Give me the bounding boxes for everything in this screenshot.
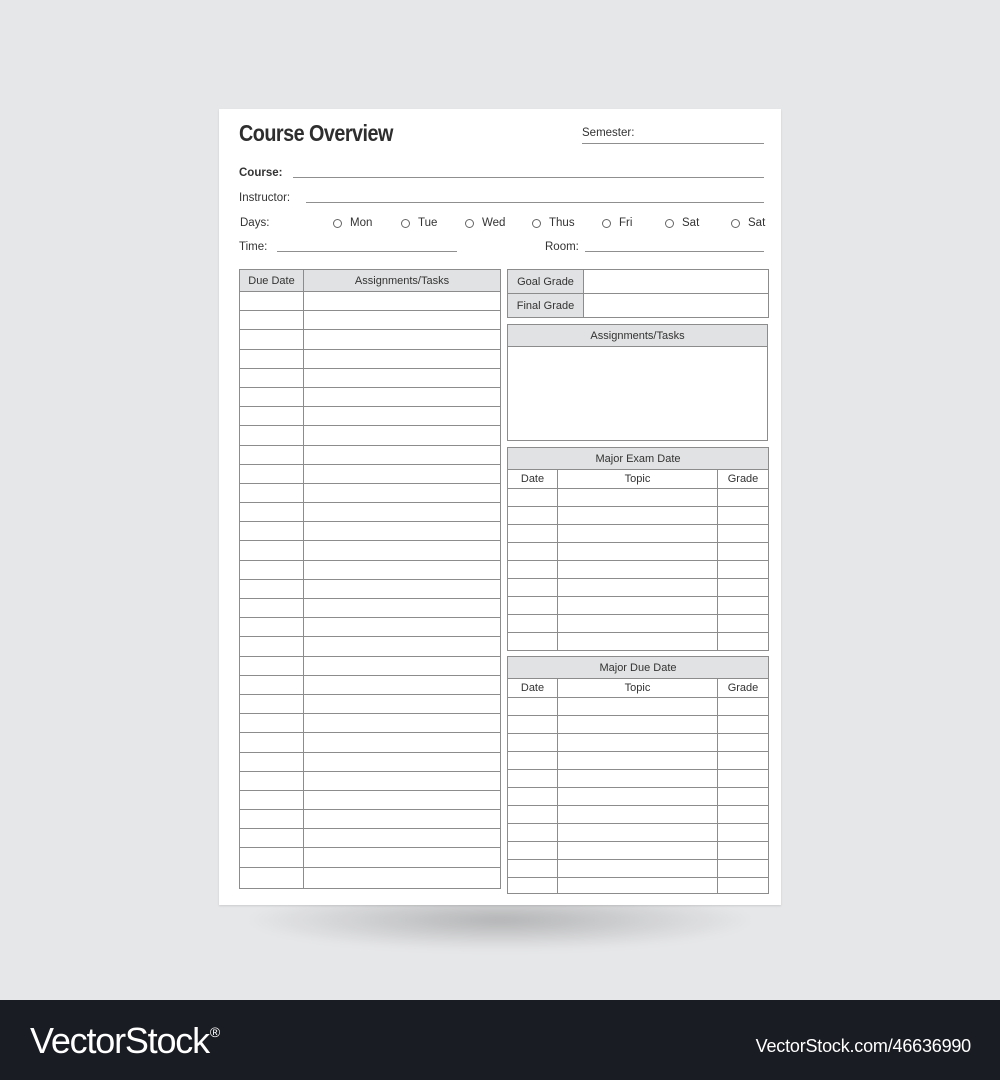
table-cell[interactable] — [718, 615, 769, 633]
table-cell[interactable] — [718, 633, 769, 651]
table-cell[interactable] — [508, 770, 558, 788]
table-cell[interactable] — [240, 829, 304, 848]
final-grade-cell[interactable] — [584, 294, 769, 318]
table-row — [240, 387, 501, 406]
table-row — [508, 860, 769, 878]
time-line[interactable] — [277, 251, 457, 252]
table-cell[interactable] — [240, 752, 304, 771]
table-row — [240, 790, 501, 809]
table-cell[interactable] — [240, 599, 304, 618]
table-cell[interactable] — [558, 824, 718, 842]
table-row — [508, 806, 769, 824]
radio-circle-icon[interactable] — [532, 219, 541, 228]
table-row — [240, 464, 501, 483]
table-row — [508, 507, 769, 525]
day-label: Thus — [549, 217, 575, 229]
table-row — [240, 867, 501, 888]
table-cell[interactable] — [240, 426, 304, 445]
assignments-notes-box[interactable] — [507, 324, 768, 441]
time-label: Time: — [239, 241, 268, 253]
table-cell[interactable] — [508, 615, 558, 633]
table-cell[interactable] — [304, 675, 501, 694]
table-cell[interactable] — [558, 860, 718, 878]
table-cell[interactable] — [240, 771, 304, 790]
table-row — [240, 752, 501, 771]
table-cell[interactable] — [304, 829, 501, 848]
room-line[interactable] — [585, 251, 764, 252]
day-option[interactable] — [731, 217, 765, 229]
table-row — [508, 489, 769, 507]
table-row — [508, 698, 769, 716]
table-cell[interactable] — [558, 734, 718, 752]
table-cell[interactable] — [304, 867, 501, 888]
table-row — [240, 349, 501, 368]
table-cell[interactable] — [558, 633, 718, 651]
day-label: Tue — [418, 217, 438, 229]
watermark-url: VectorStock.com/46636990 — [755, 1036, 971, 1056]
table-cell[interactable] — [718, 770, 769, 788]
table-cell[interactable] — [304, 771, 501, 790]
brand-text: VectorStock — [30, 1020, 209, 1061]
table-row — [240, 618, 501, 637]
table-cell[interactable] — [240, 445, 304, 464]
table-cell[interactable] — [718, 788, 769, 806]
radio-circle-icon[interactable] — [333, 219, 342, 228]
semester-line[interactable] — [582, 143, 764, 144]
table-row — [240, 637, 501, 656]
course-label: Course: — [239, 167, 283, 179]
table-row — [508, 633, 769, 651]
table-cell[interactable] — [508, 507, 558, 525]
table-cell[interactable] — [508, 633, 558, 651]
assignments-header: Assignments/Tasks — [304, 270, 501, 292]
major-due-table — [507, 656, 769, 894]
table-cell[interactable] — [304, 292, 501, 311]
table-cell[interactable] — [304, 694, 501, 713]
assignments-table — [239, 269, 501, 889]
table-cell[interactable] — [558, 788, 718, 806]
table-cell[interactable] — [304, 848, 501, 867]
table-cell[interactable] — [304, 407, 501, 426]
table-cell[interactable] — [508, 842, 558, 860]
table-cell[interactable] — [304, 445, 501, 464]
table-cell[interactable] — [240, 675, 304, 694]
goal-grade-cell[interactable] — [584, 270, 769, 294]
table-cell[interactable] — [240, 790, 304, 809]
table-cell[interactable] — [304, 541, 501, 560]
days-label: Days: — [240, 217, 270, 229]
radio-circle-icon[interactable] — [731, 219, 740, 228]
table-cell[interactable] — [304, 560, 501, 579]
day-label: Sat — [748, 217, 766, 229]
day-option[interactable] — [465, 217, 505, 229]
table-row — [240, 560, 501, 579]
course-line[interactable] — [293, 177, 764, 178]
table-cell[interactable] — [508, 788, 558, 806]
table-cell[interactable] — [558, 489, 718, 507]
table-row — [240, 694, 501, 713]
table-row — [508, 788, 769, 806]
table-cell[interactable] — [718, 507, 769, 525]
notes-box-title: Assignments/Tasks — [508, 325, 767, 347]
watermark-bar — [0, 1000, 1000, 1080]
table-row — [240, 483, 501, 502]
table-row — [508, 525, 769, 543]
major-exam-table — [507, 447, 769, 651]
table-cell[interactable] — [718, 878, 769, 894]
table-cell[interactable] — [558, 561, 718, 579]
vectorstock-logo — [30, 1020, 219, 1062]
table-cell[interactable] — [718, 860, 769, 878]
table-cell[interactable] — [304, 464, 501, 483]
table-cell[interactable] — [240, 483, 304, 502]
room-label: Room: — [545, 241, 579, 253]
day-label: Fri — [619, 217, 633, 229]
table-cell[interactable] — [508, 543, 558, 561]
table-cell[interactable] — [508, 878, 558, 894]
table-cell[interactable] — [508, 698, 558, 716]
table-cell[interactable] — [508, 716, 558, 734]
table-cell[interactable] — [304, 579, 501, 598]
table-cell[interactable] — [240, 637, 304, 656]
table-cell[interactable] — [240, 311, 304, 330]
table-row — [508, 824, 769, 842]
table-cell[interactable] — [240, 694, 304, 713]
table-cell[interactable] — [508, 752, 558, 770]
table-row — [240, 426, 501, 445]
table-cell[interactable] — [558, 543, 718, 561]
grades-table — [507, 269, 769, 318]
table-cell[interactable] — [558, 507, 718, 525]
table-row — [508, 597, 769, 615]
day-option[interactable] — [602, 217, 632, 229]
table-row — [508, 543, 769, 561]
table-cell[interactable] — [240, 867, 304, 888]
table-row — [240, 829, 501, 848]
table-cell[interactable] — [718, 489, 769, 507]
table-row — [240, 579, 501, 598]
due-topic-header: Topic — [558, 679, 718, 698]
table-row — [240, 407, 501, 426]
table-cell[interactable] — [558, 597, 718, 615]
major-exam-title: Major Exam Date — [508, 448, 769, 470]
table-row — [240, 675, 501, 694]
table-cell[interactable] — [558, 878, 718, 894]
table-cell[interactable] — [304, 656, 501, 675]
table-row — [240, 503, 501, 522]
table-row — [240, 714, 501, 733]
table-row — [508, 752, 769, 770]
table-cell[interactable] — [240, 618, 304, 637]
table-row — [508, 878, 769, 894]
table-cell[interactable] — [240, 368, 304, 387]
table-cell[interactable] — [304, 714, 501, 733]
table-cell[interactable] — [304, 752, 501, 771]
planner-page — [219, 109, 781, 905]
due-date-header: Due Date — [240, 270, 304, 292]
final-grade-label: Final Grade — [508, 294, 584, 318]
table-row — [508, 615, 769, 633]
exam-grade-header: Grade — [718, 470, 769, 489]
exam-topic-header: Topic — [558, 470, 718, 489]
radio-circle-icon[interactable] — [465, 219, 474, 228]
table-cell[interactable] — [304, 618, 501, 637]
table-cell[interactable] — [508, 597, 558, 615]
table-cell[interactable] — [240, 330, 304, 349]
table-cell[interactable] — [240, 407, 304, 426]
table-row — [508, 579, 769, 597]
radio-circle-icon[interactable] — [401, 219, 410, 228]
radio-circle-icon[interactable] — [602, 219, 611, 228]
table-cell[interactable] — [240, 292, 304, 311]
table-cell[interactable] — [304, 503, 501, 522]
instructor-line[interactable] — [306, 202, 764, 203]
table-cell[interactable] — [240, 503, 304, 522]
table-cell[interactable] — [558, 615, 718, 633]
table-cell[interactable] — [558, 752, 718, 770]
table-row — [508, 716, 769, 734]
table-row — [508, 734, 769, 752]
table-row — [240, 368, 501, 387]
table-cell[interactable] — [304, 426, 501, 445]
radio-circle-icon[interactable] — [665, 219, 674, 228]
semester-label: Semester: — [582, 127, 635, 139]
table-cell[interactable] — [240, 714, 304, 733]
table-cell[interactable] — [304, 368, 501, 387]
table-cell[interactable] — [508, 579, 558, 597]
table-cell[interactable] — [304, 349, 501, 368]
page-title: Course Overview — [239, 120, 393, 146]
table-cell[interactable] — [240, 848, 304, 867]
table-cell[interactable] — [304, 810, 501, 829]
table-cell[interactable] — [508, 734, 558, 752]
table-cell[interactable] — [718, 824, 769, 842]
table-cell[interactable] — [304, 522, 501, 541]
table-row — [240, 330, 501, 349]
table-cell[interactable] — [718, 806, 769, 824]
table-cell[interactable] — [718, 716, 769, 734]
day-option[interactable] — [532, 217, 575, 229]
table-cell[interactable] — [718, 734, 769, 752]
table-cell[interactable] — [558, 842, 718, 860]
table-row — [240, 522, 501, 541]
table-cell[interactable] — [304, 637, 501, 656]
table-cell[interactable] — [304, 733, 501, 752]
registered-mark: ® — [209, 1024, 220, 1040]
day-label: Sat — [682, 217, 700, 229]
table-row — [240, 541, 501, 560]
table-cell[interactable] — [718, 561, 769, 579]
table-cell[interactable] — [240, 387, 304, 406]
table-cell[interactable] — [240, 349, 304, 368]
instructor-label: Instructor: — [239, 192, 291, 204]
table-row — [240, 733, 501, 752]
table-cell[interactable] — [240, 733, 304, 752]
table-cell[interactable] — [508, 561, 558, 579]
table-cell[interactable] — [718, 543, 769, 561]
table-cell[interactable] — [240, 579, 304, 598]
table-cell[interactable] — [718, 842, 769, 860]
table-cell[interactable] — [508, 824, 558, 842]
table-cell[interactable] — [304, 483, 501, 502]
day-option[interactable] — [665, 217, 699, 229]
day-option[interactable] — [333, 217, 372, 229]
table-cell[interactable] — [558, 770, 718, 788]
table-cell[interactable] — [304, 599, 501, 618]
table-row — [240, 292, 501, 311]
table-row — [240, 848, 501, 867]
table-row — [240, 656, 501, 675]
table-cell[interactable] — [240, 810, 304, 829]
due-date-header: Date — [508, 679, 558, 698]
table-cell[interactable] — [508, 860, 558, 878]
table-row — [240, 771, 501, 790]
table-cell[interactable] — [558, 716, 718, 734]
table-row — [240, 810, 501, 829]
goal-grade-label: Goal Grade — [508, 270, 584, 294]
major-due-title: Major Due Date — [508, 657, 769, 679]
table-cell[interactable] — [558, 698, 718, 716]
table-cell[interactable] — [508, 489, 558, 507]
exam-date-header: Date — [508, 470, 558, 489]
table-row — [240, 599, 501, 618]
table-cell[interactable] — [304, 311, 501, 330]
table-cell[interactable] — [558, 806, 718, 824]
table-cell[interactable] — [508, 806, 558, 824]
table-cell[interactable] — [240, 522, 304, 541]
table-cell[interactable] — [240, 464, 304, 483]
table-cell[interactable] — [718, 579, 769, 597]
table-cell[interactable] — [240, 541, 304, 560]
day-option[interactable] — [401, 217, 437, 229]
due-grade-header: Grade — [718, 679, 769, 698]
day-label: Wed — [482, 217, 506, 229]
table-row — [508, 561, 769, 579]
table-cell[interactable] — [240, 656, 304, 675]
table-cell[interactable] — [718, 698, 769, 716]
day-label: Mon — [350, 217, 373, 229]
table-cell[interactable] — [558, 525, 718, 543]
table-cell[interactable] — [558, 579, 718, 597]
table-cell[interactable] — [304, 790, 501, 809]
table-row — [240, 311, 501, 330]
table-cell[interactable] — [240, 560, 304, 579]
table-row — [508, 770, 769, 788]
table-cell[interactable] — [508, 525, 558, 543]
table-cell[interactable] — [718, 752, 769, 770]
table-cell[interactable] — [304, 387, 501, 406]
table-cell[interactable] — [304, 330, 501, 349]
table-row — [508, 842, 769, 860]
table-cell[interactable] — [718, 525, 769, 543]
table-cell[interactable] — [718, 597, 769, 615]
table-row — [240, 445, 501, 464]
